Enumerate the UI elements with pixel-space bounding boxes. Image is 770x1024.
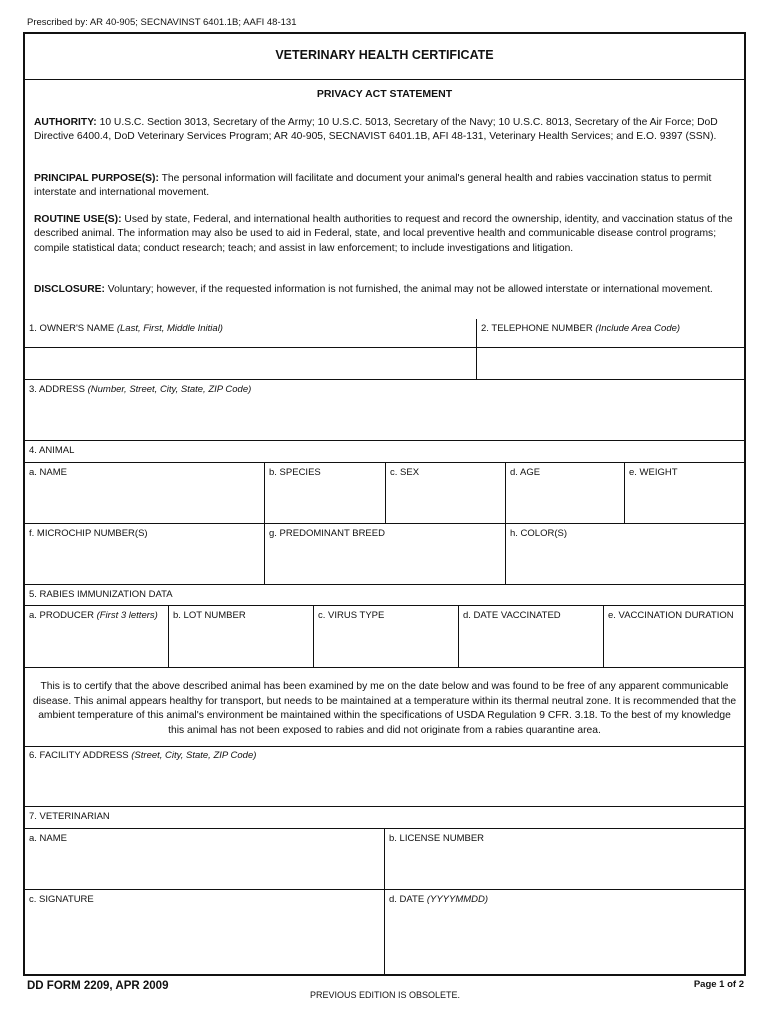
- species-field[interactable]: [265, 463, 386, 524]
- certification-statement: [25, 668, 744, 747]
- weight-label: e. WEIGHT: [629, 467, 678, 478]
- date-field[interactable]: [385, 890, 744, 974]
- producer-label: a. PRODUCER: [29, 610, 94, 621]
- rabies-section-header: [25, 585, 744, 606]
- facility-address-hint: (Street, City, State, ZIP Code): [131, 750, 257, 761]
- authority-label: AUTHORITY:: [34, 117, 97, 128]
- telephone-hint: (Include Area Code): [595, 323, 681, 334]
- age-field[interactable]: [506, 463, 625, 524]
- vaccination-duration-label: e. VACCINATION DURATION: [608, 610, 734, 621]
- lot-number-label: b. LOT NUMBER: [173, 610, 246, 621]
- signature-field[interactable]: [25, 890, 385, 974]
- purpose-paragraph: [34, 172, 739, 201]
- sex-label: c. SEX: [390, 467, 420, 478]
- purpose-label: PRINCIPAL PURPOSE(S):: [34, 173, 159, 184]
- breed-label: g. PREDOMINANT BREED: [269, 528, 385, 539]
- owner-name-hint: (Last, First, Middle Initial): [116, 323, 223, 334]
- virus-type-field[interactable]: [314, 606, 459, 668]
- vet-name-label: a. NAME: [29, 833, 68, 844]
- virus-type-label: c. VIRUS TYPE: [318, 610, 385, 621]
- breed-field[interactable]: [265, 524, 506, 585]
- facility-address-label: 6. FACILITY ADDRESS: [29, 750, 129, 761]
- veterinarian-section-label: 7. VETERINARIAN: [29, 811, 110, 822]
- obsolete-notice: PREVIOUS EDITION IS OBSOLETE.: [309, 990, 461, 1000]
- routine-text: Used by state, Federal, and international health authorities to request and record the ownership, identity, and vaccination status of the described animal. The information may also be used to aid in Federal, state, and local preventive health and communicable disease control programs; compile statistical data; conduct research; teach; and assist in law enforcement; to include investigations and litigation.: [34, 214, 733, 254]
- date-label: d. DATE: [389, 894, 425, 905]
- authority-text: 10 U.S.C. Section 3013, Secretary of the Army; 10 U.S.C. 5013, Secretary of the Navy; 10 U.S.C. 8013, Secretary of the Air Force; DoD Directive 6400.4, DoD Veterinary Services Program; AR 40-905, SECNAVIST 6401.1B, AFI 48-131, Veterinary Health Services; and E.O. 9397 (SSN).: [34, 117, 718, 143]
- license-number-field[interactable]: [385, 829, 744, 890]
- address-label: 3. ADDRESS: [29, 384, 85, 395]
- disclosure-text: Voluntary; however, if the requested information is not furnished, the animal may not be allowed interstate or international movement.: [104, 284, 713, 295]
- animal-section-label: 4. ANIMAL: [29, 445, 75, 456]
- form-title-row: [25, 34, 744, 80]
- certificate-form: [23, 32, 746, 976]
- routine-use-paragraph: [34, 213, 739, 256]
- species-label: b. SPECIES: [269, 467, 321, 478]
- address-field[interactable]: [25, 380, 744, 441]
- purpose-text: The personal information will facilitate and document your animal's general health and rabies vaccination status to permit interstate and international movement.: [34, 173, 712, 199]
- license-number-label: b. LICENSE NUMBER: [389, 833, 485, 844]
- page-number: Page 1 of 2: [693, 979, 744, 990]
- age-label: d. AGE: [510, 467, 541, 478]
- vaccination-duration-field[interactable]: [604, 606, 744, 668]
- sex-field[interactable]: [386, 463, 506, 524]
- telephone-field[interactable]: [477, 319, 744, 380]
- routine-label: ROUTINE USE(S):: [34, 214, 122, 225]
- form-number: DD FORM 2209, APR 2009: [27, 980, 169, 992]
- date-vaccinated-label: d. DATE VACCINATED: [463, 610, 561, 621]
- telephone-label: 2. TELEPHONE NUMBER: [481, 323, 593, 334]
- owner-name-label: 1. OWNER'S NAME: [29, 323, 115, 334]
- lot-number-field[interactable]: [169, 606, 314, 668]
- date-vaccinated-field[interactable]: [459, 606, 604, 668]
- facility-address-field[interactable]: [25, 746, 744, 807]
- animal-name-label: a. NAME: [29, 467, 68, 478]
- weight-field[interactable]: [625, 463, 744, 524]
- prescribed-by: Prescribed by: AR 40-905; SECNAVINST 6401.1B; AAFI 48-131: [27, 17, 297, 28]
- privacy-heading: PRIVACY ACT STATEMENT: [316, 88, 453, 100]
- date-hint: (YYYYMMDD): [426, 894, 489, 905]
- address-hint: (Number, Street, City, State, ZIP Code): [87, 384, 252, 395]
- color-field[interactable]: [506, 524, 744, 585]
- microchip-label: f. MICROCHIP NUMBER(S): [29, 528, 148, 539]
- rabies-section-label: 5. RABIES IMMUNIZATION DATA: [29, 589, 173, 600]
- disclosure-paragraph: [34, 283, 739, 297]
- privacy-act-statement: [25, 80, 744, 348]
- vet-name-field[interactable]: [25, 829, 385, 890]
- form-title: VETERINARY HEALTH CERTIFICATE: [275, 48, 494, 62]
- animal-name-field[interactable]: [25, 463, 265, 524]
- producer-hint: (First 3 letters): [96, 610, 158, 621]
- microchip-field[interactable]: [25, 524, 265, 585]
- producer-field[interactable]: [25, 606, 169, 668]
- animal-section-header: [25, 441, 744, 463]
- owner-name-field[interactable]: [25, 319, 477, 380]
- veterinarian-section-header: [25, 807, 744, 829]
- authority-paragraph: [34, 116, 739, 145]
- certification-text: This is to certify that the above described animal has been examined by me on the date below and was found to be free of any apparent communicable disease. This animal appears healthy for transport, but needs to be maintained at a temperature within its thermal neutral zone. It is recommended that the ambient temperature of this animal's environment be maintained within the specifications of USDA Regulation 9 CFR. 3.18. To the best of my knowledge this animal has not been exposed to rabies and did not originate from a rabies quarantine area.: [32, 681, 737, 736]
- disclosure-label: DISCLOSURE:: [34, 284, 105, 295]
- signature-label: c. SIGNATURE: [29, 894, 94, 905]
- color-label: h. COLOR(S): [510, 528, 568, 539]
